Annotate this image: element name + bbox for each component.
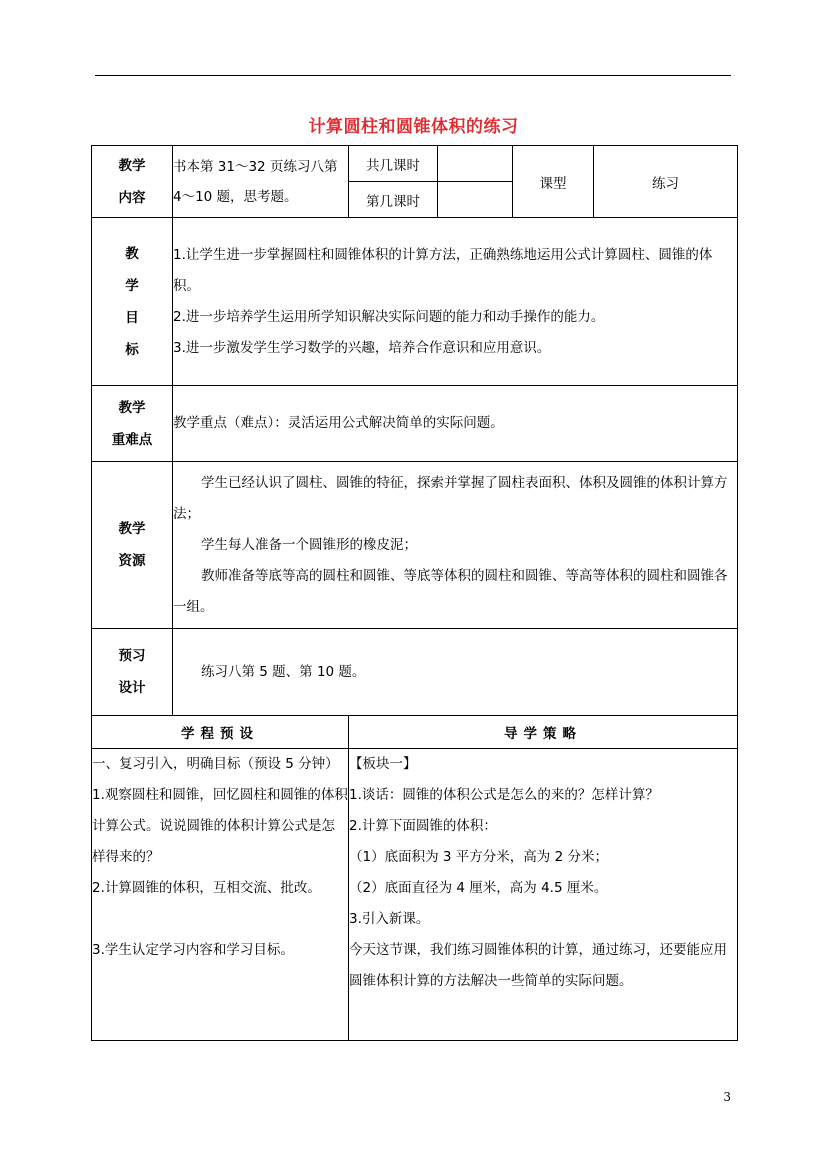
resources-content: [173, 462, 738, 629]
objective-item: 2.进一步培养学生运用所学知识解决实际问题的能力和动手操作的能力。: [173, 308, 605, 325]
resource-item: 学生已经认识了圆柱、圆锥的特征，探索并掌握了圆柱表面积、体积及圆锥的体积计算方法；: [173, 474, 728, 522]
left-item: 一、复习引入，明确目标（预设 5 分钟）: [92, 756, 339, 772]
lesson-type-label: 课型: [513, 146, 594, 218]
resource-item: 学生每人准备一个圆锥形的橡皮泥；: [201, 536, 417, 553]
objective-item: 3.进一步激发学生学习数学的兴趣，培养合作意识和应用意识。: [173, 339, 551, 356]
content-label: 教学 内容: [92, 146, 173, 218]
which-lesson-label: 第几课时: [349, 182, 438, 218]
objective-item: 1.让学生进一步掌握圆柱和圆锥体积的计算方法，正确熟练地运用公式计算圆柱、圆锥的体积。: [173, 246, 713, 294]
left-column-header: 学程预设: [92, 716, 349, 749]
resource-item: 教师准备等底等高的圆柱和圆锥、等底等体积的圆柱和圆锥、等高等体积的圆柱和圆锥各一组。: [173, 567, 728, 615]
left-column-body: [92, 749, 349, 1041]
header-rule: [95, 75, 731, 76]
key-points-text: 教学重点（难点）：灵活运用公式解决简单的实际问题。: [173, 386, 738, 462]
document-title: 计算圆柱和圆锥体积的练习: [308, 117, 519, 137]
which-lesson-value: [438, 182, 513, 218]
right-item: （2）底面直径为 4 厘米，高为 4.5 厘米。: [349, 880, 608, 896]
right-item: 3.引入新课。: [349, 911, 430, 927]
left-item: 3.学生认定学习内容和学习目标。: [92, 942, 294, 958]
left-item: [92, 904, 348, 935]
right-column-header: 导学策略: [349, 716, 738, 749]
content-text: 书本第 31～32 页练习八第 4～10 题，思考题。: [173, 146, 349, 218]
left-item: 1.观察圆柱和圆锥，回忆圆柱和圆锥的体积计算公式。说说圆锥的体积计算公式是怎样得来的？: [92, 787, 348, 865]
lesson-type-value: 练习: [594, 146, 738, 218]
left-item: 2.计算圆锥的体积，互相交流、批改。: [92, 880, 321, 896]
total-lessons-label: 共几课时: [349, 146, 438, 182]
total-lessons-value: [438, 146, 513, 182]
right-column-body: [349, 749, 738, 1041]
right-item: 2.计算下面圆锥的体积：: [349, 818, 497, 834]
preview-label: 预习 设计: [92, 629, 173, 716]
objectives-content: [173, 218, 738, 386]
preview-text: 练习八第 5 题、第 10 题。: [173, 629, 738, 716]
page-number: 3: [723, 1090, 731, 1104]
right-item: 1.谈话：圆锥的体积公式是怎么的来的？怎样计算？: [349, 787, 659, 803]
lesson-plan-table: [91, 145, 738, 1041]
right-item: （1）底面积为 3 平方分米，高为 2 分米；: [349, 849, 608, 865]
objectives-label: 教 学 目 标: [92, 218, 173, 386]
right-item: 今天这节课，我们练习圆锥体积的计算，通过练习，还要能应用圆锥体积计算的方法解决一些简单的实际问题。: [349, 942, 728, 989]
key-points-label: 教学 重难点: [92, 386, 173, 462]
resources-label: 教学 资源: [92, 462, 173, 629]
right-item: 【板块一】: [349, 756, 417, 772]
